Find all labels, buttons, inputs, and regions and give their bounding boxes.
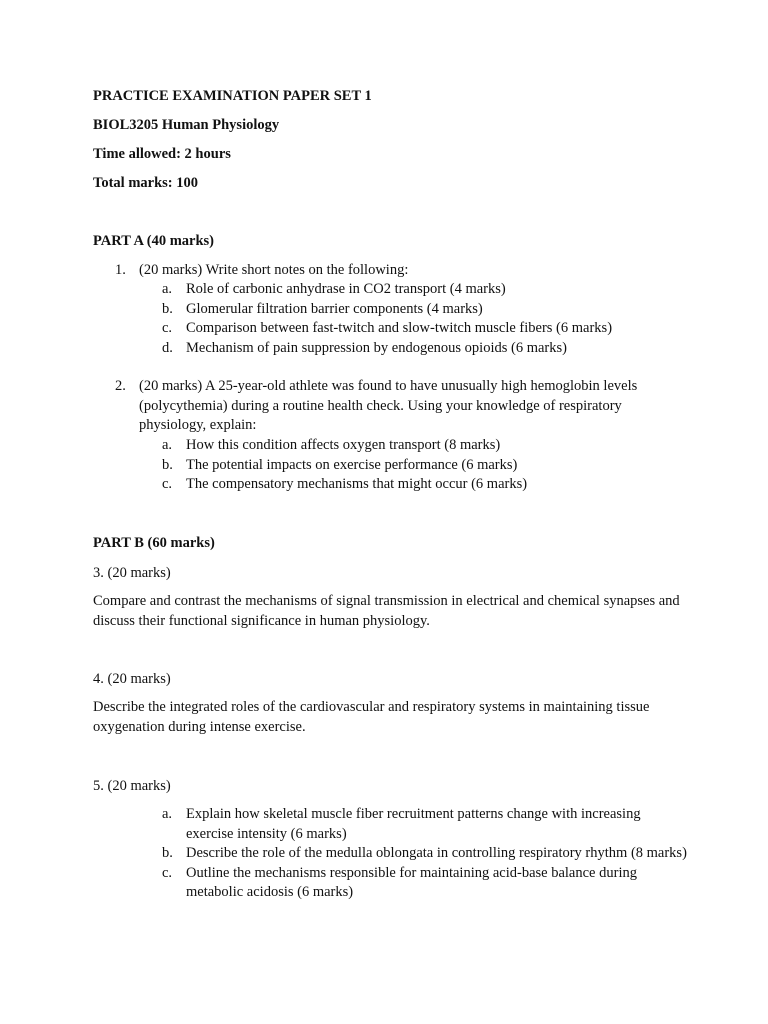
item-text: Mechanism of pain suppression by endogenous opioids (6 marks): [186, 339, 567, 356]
list-item: [162, 436, 692, 456]
question-2: [115, 377, 685, 436]
part-b-heading: PART B (60 marks): [93, 535, 215, 551]
question-5-label: 5. (20 marks): [93, 778, 171, 794]
item-text: Glomerular filtration barrier components (4 marks): [186, 300, 483, 317]
item-text: Outline the mechanisms responsible for maintaining acid-base balance during metabolic acidosis (6 marks): [186, 864, 637, 900]
question-1-subitems: [162, 280, 692, 358]
question-2-subitems: [162, 436, 692, 495]
time-allowed: Time allowed: 2 hours: [93, 146, 231, 162]
item-letter: a.: [162, 437, 173, 453]
question-4-text: Describe the integrated roles of the cardiovascular and respiratory systems in maintaining tissue oxygenation during intense exercise.: [93, 699, 650, 735]
item-letter: a.: [162, 281, 173, 297]
question-number: 1.: [115, 262, 126, 278]
item-text: Comparison between fast-twitch and slow-twitch muscle fibers (6 marks): [186, 320, 613, 336]
list-item: [162, 280, 692, 300]
question-text: (20 marks) Write short notes on the following:: [139, 262, 409, 278]
question-3-label: 3. (20 marks): [93, 565, 171, 581]
item-letter: c.: [162, 864, 173, 881]
item-text: Explain how skeletal muscle fiber recruitment patterns change with increasing exercise intensity (6 marks): [186, 806, 641, 842]
item-letter: b.: [162, 456, 173, 473]
item-letter: b.: [162, 300, 173, 317]
list-item: [162, 805, 687, 844]
item-text: Role of carbonic anhydrase in CO2 transport (4 marks): [186, 281, 506, 297]
question-text: (20 marks) A 25-year-old athlete was found to have unusually high hemoglobin levels (polycythemia) during a routine health check. Using your knowledge of respiratory physiology, explain:: [139, 378, 638, 433]
list-item: [162, 339, 692, 359]
total-marks: Total marks: 100: [93, 175, 198, 191]
item-letter: c.: [162, 476, 173, 492]
exam-title: PRACTICE EXAMINATION PAPER SET 1: [93, 88, 372, 104]
item-text: The potential impacts on exercise performance (6 marks): [186, 456, 518, 473]
item-letter: b.: [162, 845, 173, 861]
list-item: [162, 319, 692, 339]
item-letter: d.: [162, 339, 173, 356]
part-a-heading: PART A (40 marks): [93, 233, 214, 249]
item-text: How this condition affects oxygen transport (8 marks): [186, 437, 501, 453]
question-5-subitems: [162, 805, 687, 903]
question-4-label: 4. (20 marks): [93, 671, 171, 687]
list-item: [162, 844, 687, 864]
question-1: [115, 261, 685, 281]
list-item: [162, 300, 692, 320]
item-text: The compensatory mechanisms that might occur (6 marks): [186, 476, 528, 492]
item-letter: a.: [162, 806, 173, 822]
list-item: [162, 475, 692, 495]
item-text: Describe the role of the medulla oblongata in controlling respiratory rhythm (8 marks): [186, 845, 687, 861]
course-title: BIOL3205 Human Physiology: [93, 117, 280, 133]
question-3-text: Compare and contrast the mechanisms of signal transmission in electrical and chemical synapses and discuss their functional significance in human physiology.: [93, 593, 680, 629]
item-letter: c.: [162, 320, 173, 336]
question-number: 2.: [115, 378, 126, 394]
list-item: [162, 864, 687, 903]
list-item: [162, 456, 692, 476]
